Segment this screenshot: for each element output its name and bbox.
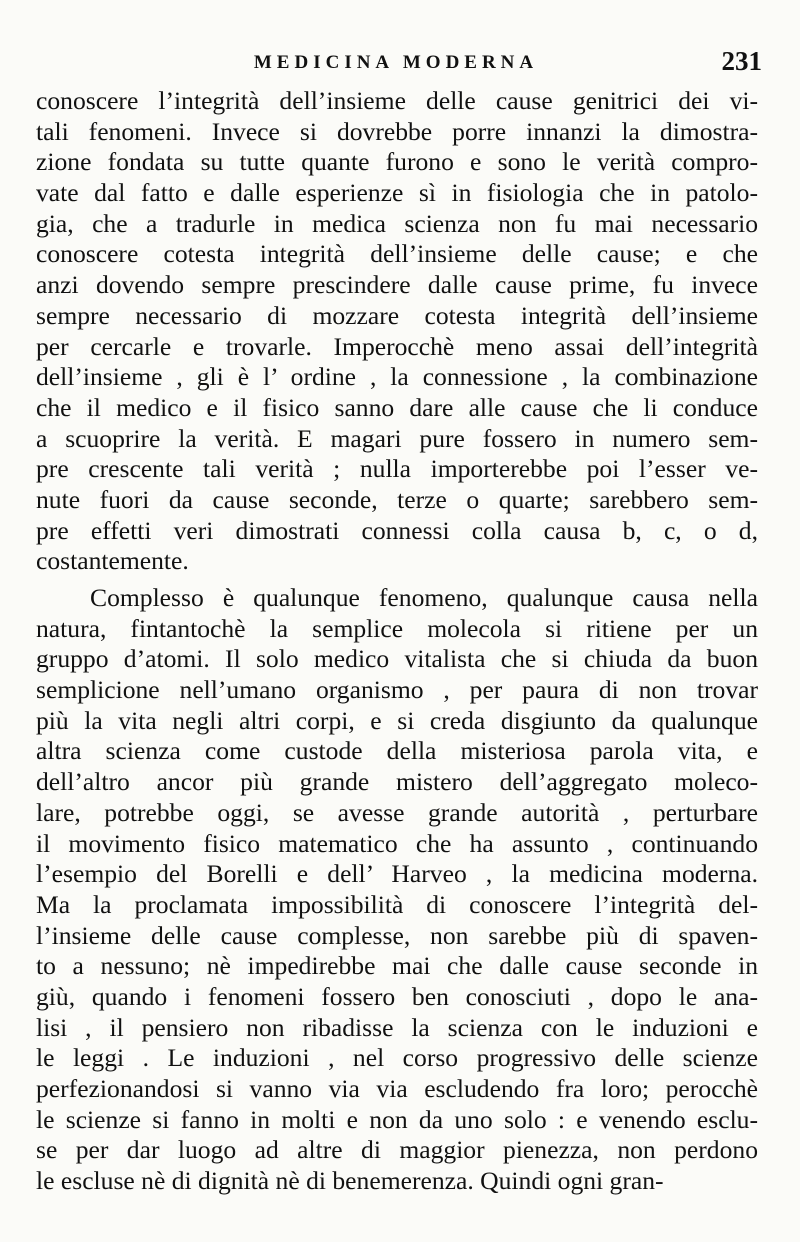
text-line: to a nessuno; nè impedirebbe mai che dalle cause seconde in <box>36 951 758 981</box>
running-head: MEDICINA MODERNA <box>253 52 539 73</box>
text-line: dell’altro ancor più grande mistero dell’aggregato moleco- <box>36 767 758 797</box>
text-line: tali fenomeni. Invece si dovrebbe porre innanzi la dimostra- <box>36 116 758 146</box>
text-line: lisi , il pensiero non ribadisse la scienza con le induzioni e <box>36 1012 758 1042</box>
text-line: Ma la proclamata impossibilità di conoscere l’integrità del- <box>36 889 758 919</box>
text-line: anzi dovendo sempre prescindere dalle cause prime, fu invece <box>36 270 758 300</box>
text-line: natura, fintantochè la semplice molecola si ritiene per un <box>36 613 758 643</box>
paragraph <box>36 583 758 1197</box>
text-line: conoscere cotesta integrità dell’insieme delle cause; e che <box>36 239 758 269</box>
text-line: le leggi . Le induzioni , nel corso progressivo delle scienze <box>36 1043 758 1073</box>
text-line: zione fondata su tutte quante furono e sono le verità compro- <box>36 147 758 177</box>
text-line: pre effetti veri dimostrati connessi colla causa b, c, o d, <box>36 515 758 545</box>
text-line: se per dar luogo ad altre di maggior pienezza, non perdono <box>36 1135 758 1165</box>
text-line: l’esempio del Borelli e dell’ Harveo , la medicina moderna. <box>36 859 758 889</box>
body-text <box>36 86 758 1197</box>
text-line: sempre necessario di mozzare cotesta integrità dell’insieme <box>36 300 758 330</box>
text-line: lare, potrebbe oggi, se avesse grande autorità , perturbare <box>36 797 758 827</box>
text-line: l’insieme delle cause complesse, non sarebbe più di spaven- <box>36 920 758 950</box>
text-line: pre crescente tali verità ; nulla importerebbe poi l’esser ve- <box>36 454 758 484</box>
text-line: vate dal fatto e dalle esperienze sì in fisiologia che in patolo- <box>36 178 758 208</box>
page-number: 231 <box>721 46 762 76</box>
text-line: altra scienza come custode della misteriosa parola vita, e <box>36 736 758 766</box>
text-line: nute fuori da cause seconde, terze o quarte; sarebbero sem- <box>36 484 758 514</box>
text-line: dell’insieme , gli è l’ ordine , la connessione , la combinazione <box>36 362 758 392</box>
text-line: perfezionandosi si vanno via via escludendo fra loro; perocchè <box>36 1074 758 1103</box>
text-line: le scienze si fanno in molti e non da uno solo : e venendo esclu- <box>36 1104 758 1134</box>
text-line: gruppo d’atomi. Il solo medico vitalista che si chiuda da buon <box>36 644 758 674</box>
text-line: gia, che a tradurle in medica scienza non fu mai necessario <box>36 208 758 238</box>
text-line: le escluse nè di dignità nè di benemerenza. Quindi ogni gran- <box>36 1166 664 1196</box>
text-line: giù, quando i fenomeni fossero ben conosciuti , dopo le ana- <box>36 981 758 1011</box>
text-line: conoscere l’integrità dell’insieme delle cause genitrici dei vi- <box>36 86 758 115</box>
paragraph <box>36 86 758 577</box>
text-line: a scuoprire la verità. E magari pure fossero in numero sem- <box>36 423 758 453</box>
page-header <box>36 46 762 82</box>
text-line: che il medico e il fisico sanno dare alle cause che li conduce <box>36 392 758 422</box>
text-line: per cercarle e trovarle. Imperocchè meno assai dell’integrità <box>36 331 758 361</box>
text-line: costantemente. <box>36 546 189 576</box>
text-line: semplicione nell’umano organismo , per paura di non trovar <box>36 675 758 705</box>
text-line: Complesso è qualunque fenomeno, qualunque causa nella <box>90 583 758 612</box>
text-line: più la vita negli altri corpi, e si creda disgiunto da qualunque <box>36 705 758 735</box>
text-line: il movimento fisico matematico che ha assunto , continuando <box>36 828 758 858</box>
